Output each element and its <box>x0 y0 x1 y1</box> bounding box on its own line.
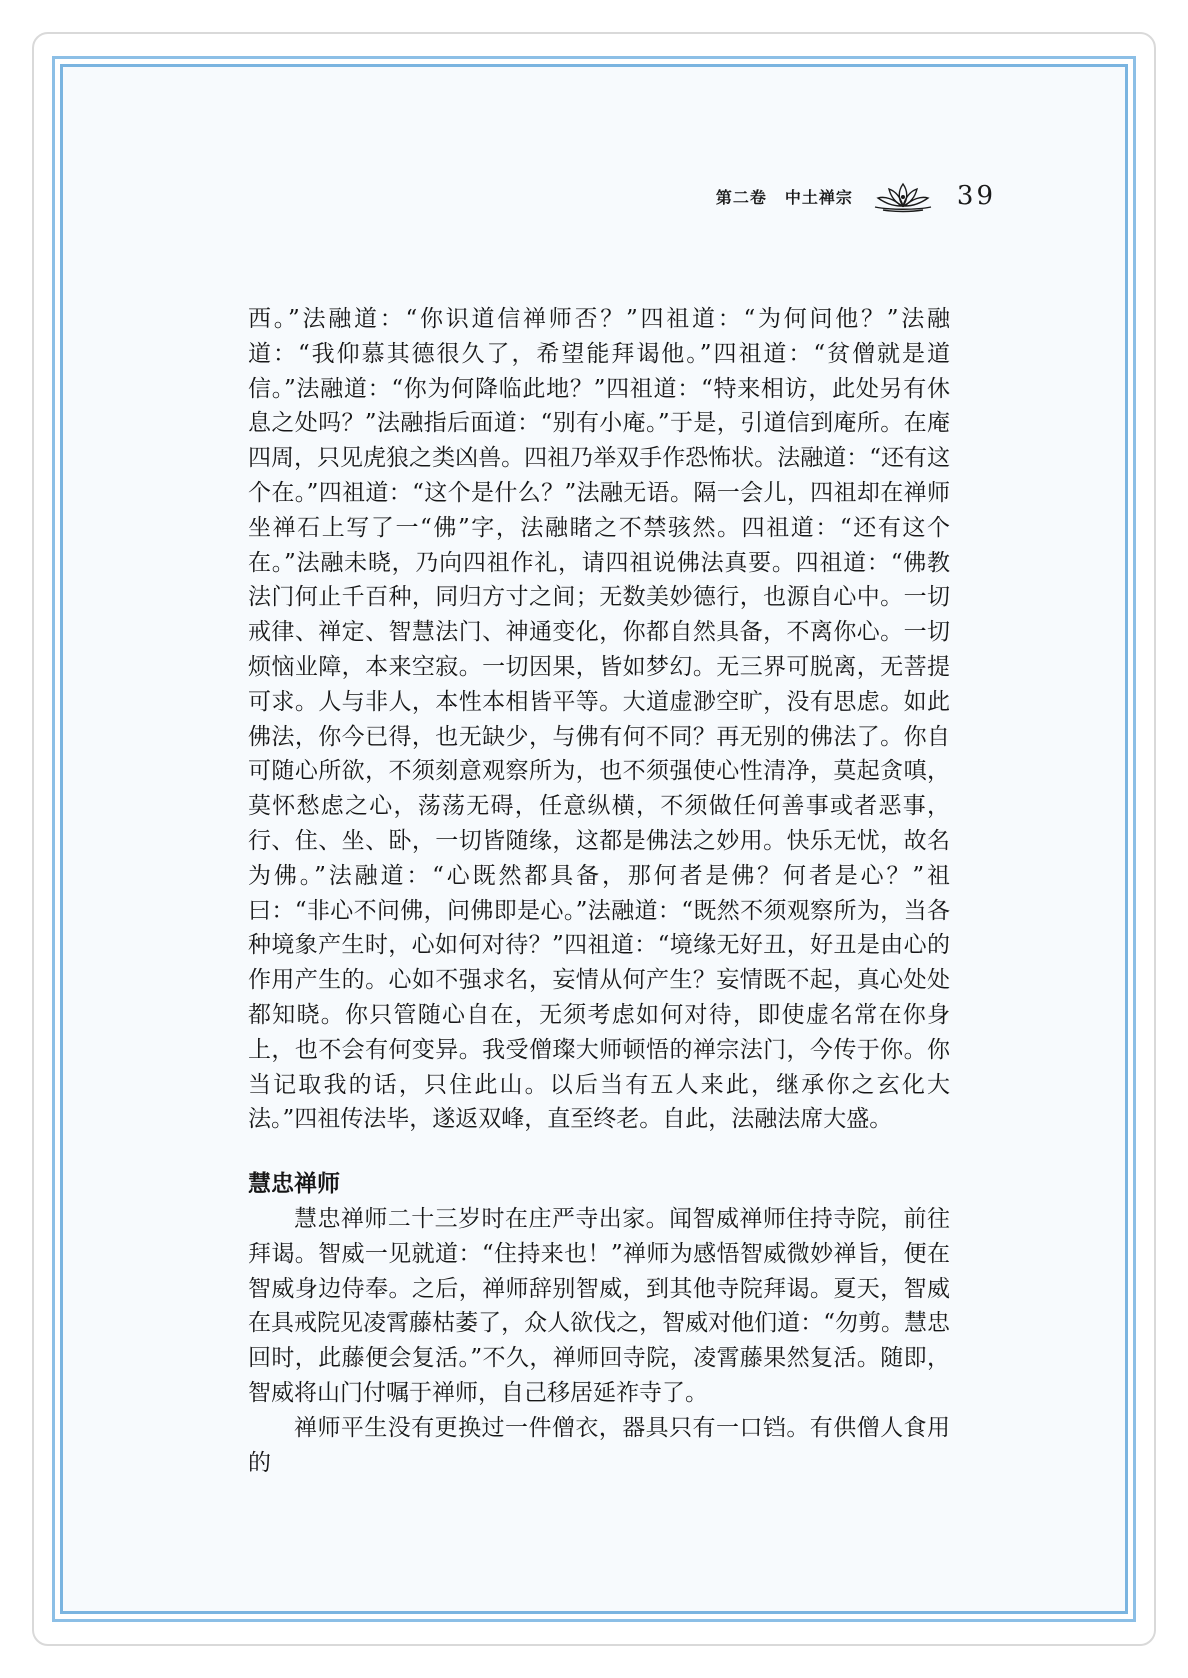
paragraph-hui-zhong: 慧忠禅师二十三岁时在庄严寺出家。闻智威禅师住持寺院，前往拜谒。智威一见就道：“住持来也！”禅师为感悟智威微妙禅旨，便在智威身边侍奉。之后，禅师辞别智威，到其他寺院拜谒。夏天，智威在具戒院见凌霄藤枯萎了，众人欲伐之，智威对他们道：“勿剪。慧忠回时，此藤便会复活。”不久，禅师回寺院，凌霄藤果然复活。随即，智威将山门付嘱于禅师，自己移居延祚寺了。 <box>248 1205 950 1406</box>
body-text <box>248 302 950 1480</box>
section-heading: 慧忠禅师 <box>248 1171 340 1198</box>
running-head <box>716 176 996 216</box>
page-number: 39 <box>956 181 996 211</box>
paragraph-continued: 禅师平生没有更换过一件僧衣，器具只有一口铛。有供僧人食用的 <box>248 1414 950 1476</box>
section-label: 中土禅宗 <box>784 187 853 207</box>
paragraph-gap <box>248 1137 950 1167</box>
paragraph-fa-rong: 西。”法融道：“你识道信禅师否？”四祖道：“为何问他？”法融道：“我仰慕其德很久了，希望能拜谒他。”四祖道：“贫僧就是道信。”法融道：“你为何降临此地？”四祖道：“特来相访，此处另有休息之处吗？”法融指后面道：“别有小庵。”于是，引道信到庵所。在庵四周，只见虎狼之类凶兽。四祖乃举双手作恐怖状。法融道：“还有这个在。”四祖道：“这个是什么？”法融无语。隔一会儿，四祖却在禅师坐禅石上写了一“佛”字，法融睹之不禁骇然。四祖道：“还有这个在。”法融未晓，乃向四祖作礼，请四祖说佛法真要。四祖道：“佛教法门何止千百种，同归方寸之间；无数美妙德行，也源自心中。一切戒律、禅定、智慧法门、神通变化，你都自然具备，不离你心。一切烦恼业障，本来空寂。一切因果，皆如梦幻。无三界可脱离，无菩提可求。人与非人，本性本相皆平等。大道虚渺空旷，没有思虑。如此佛法，你今已得，也无缺少，与佛有何不同？再无别的佛法了。你自可随心所欲，不须刻意观察所为，也不须强使心性清净，莫起贪嗔，莫怀愁虑之心，荡荡无碍，任意纵横，不须做任何善事或者恶事，行、住、坐、卧，一切皆随缘，这都是佛法之妙用。快乐无忧，故名为佛。”法融道：“心既然都具备，那何者是佛？何者是心？”祖曰：“非心不问佛，问佛即是心。”法融道：“既然不须观察所为，当各种境象产生时，心如何对待？”四祖道：“境缘无好丑，好丑是由心的作用产生的。心如不强求名，妄情从何产生？妄情既不起，真心处处都知晓。你只管随心自在，无须考虑如何对待，即使虚名常在你身上，也不会有何变异。我受僧璨大师顿悟的禅宗法门，今传于你。你当记取我的话，只住此山。以后当有五人来此，继承你之玄化大法。”四祖传法毕，遂返双峰，直至终老。自此，法融法席大盛。 <box>248 306 950 1133</box>
lotus-icon <box>871 179 935 213</box>
volume-label: 第二卷 <box>715 187 767 207</box>
